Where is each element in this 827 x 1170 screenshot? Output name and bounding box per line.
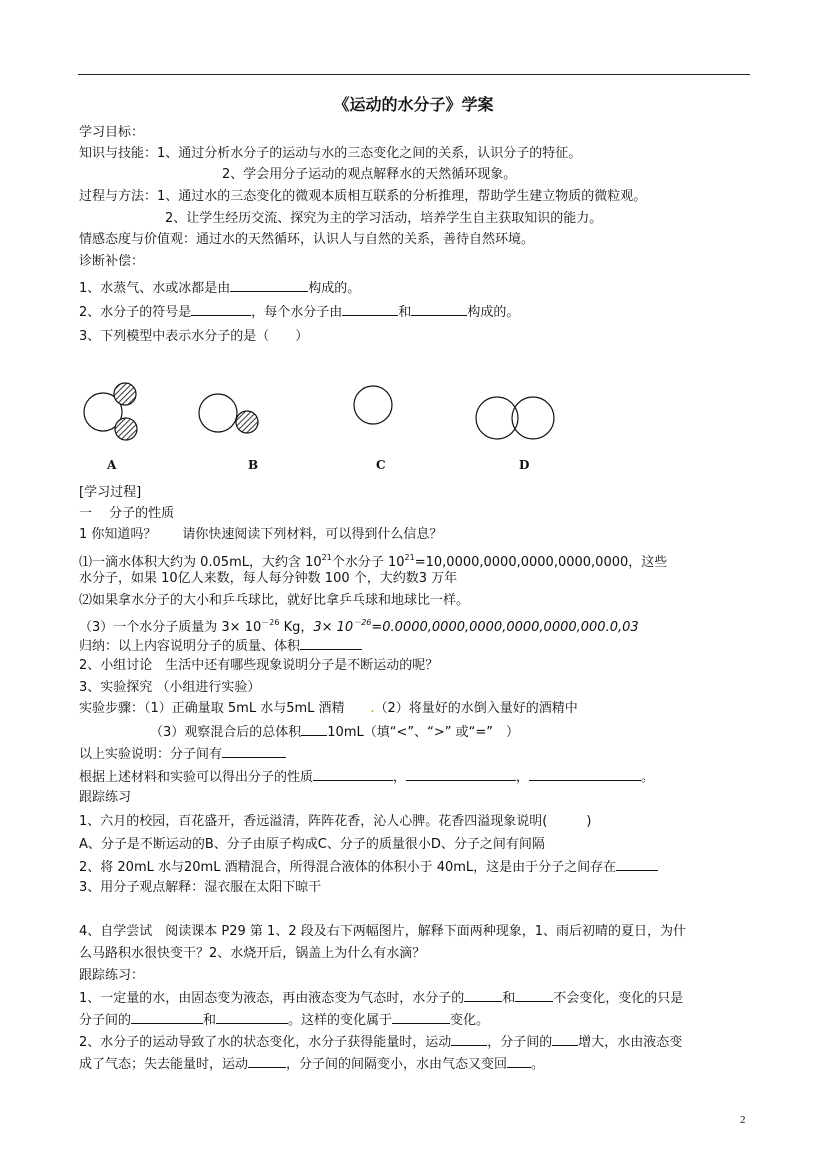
practice-1: 1、六月的校园，百花盛开，香远溢清，阵阵花香，沁人心脾。花香四溢现象说明( ) [79,814,592,829]
tracking-1-cont: 分子间的 和 。这样的变化属于 变化。 [79,1013,490,1028]
blank[interactable] [451,1033,487,1046]
material-2: ⑵如果拿水分子的大小和乒乓球比，就好比拿乒乓球和地球比一样。 [79,593,470,608]
molecule-properties: 根据上述材料和实验可以得出分子的性质 ， ， 。 [79,770,655,785]
question-1: 1、水蒸气、水或冰都是由 构成的。 [79,281,361,296]
model-d[interactable] [476,397,554,439]
blank[interactable] [406,768,516,781]
material-1-cont: 水分子，如果 10亿人来数，每人每分钟数 100 个，大约数3 万年 [79,571,458,586]
model-c[interactable] [354,386,392,424]
material-1: ⑴一滴水体积大约为 0.05mL，大约含 $10^{21}$个水分子 $10^{21}=10,0000,0000,0000,0000,0000$，这些 [79,553,668,570]
self-study-1: 4、自学尝试 阅读课本 P29 第 1、2 段及右下两幅图片，解释下面两种现象，1、雨后初晴的夏日，为什 [79,924,686,939]
process-heading: [学习过程] [79,485,142,500]
self-study-2: 么马路积水很快变干？2、水烧开后，锅盖上为什么有水滴？ [79,946,426,961]
page-title: 《运动的水分子》学案 [333,95,494,114]
blank[interactable] [222,745,286,758]
question-2: 2、水分子的符号是 ，每个水分子由 和 构成的。 [79,305,520,320]
model-label-a: A [107,458,117,472]
material-3: （3）一个水分子质量为 $3\times 10^{-26}$ Kg，$3\times 10^{-26}=0.0000,0000,0000,0000,0000,000.0,03$ [79,618,639,635]
blank[interactable] [515,989,553,1002]
blank[interactable] [552,1033,578,1046]
practice-1-options: A、分子是不断运动的B、分子由原子构成C、分子的质量很小D、分子之间有间隔 [79,837,545,852]
question-3: 3、下列模型中表示水分子的是（ ） [79,329,309,344]
conclusion-1: 归纳：以上内容说明分子的质量、体积 [79,637,362,655]
blank[interactable] [248,1055,286,1068]
blank[interactable] [507,1055,531,1068]
practice-3: 3、用分子观点解释：湿衣服在太阳下晾干 [79,880,322,895]
page-number: 2 [740,1114,746,1126]
knowledge-goal-2: 2、学会用分子运动的观点解释水的天然循环现象。 [222,167,517,182]
process-goal-2: 2、让学生经历交流、探究为主的学习活动，培养学生自主获取知识的能力。 [165,211,603,226]
objectives-heading: 学习目标： [79,125,145,140]
know-prompt: 1 你知道吗？ 请你快速阅读下列材料，可以得到什么信息？ [79,527,443,542]
blank[interactable] [300,637,362,650]
diagnosis-heading: 诊断补偿： [79,254,145,269]
experiment-conclusion: 以上实验说明：分子间有 [79,745,286,763]
blank[interactable] [131,1011,203,1024]
process-goal-1: 过程与方法：1、通过水的三态变化的微观本质相互联系的分析推理，帮助学生建立物质的微粒观。 [79,189,647,204]
practice-2-heading: 跟踪练习： [79,968,145,983]
blank[interactable] [529,768,641,781]
emotion-goal: 情感态度与价值观：通过水的天然循环，认识人与自然的关系，善待自然环境。 [79,232,535,247]
blank[interactable] [392,1011,450,1024]
group-discussion: 2、小组讨论 生活中还有哪些现象说明分子是不断运动的呢？ [79,658,439,673]
model-a[interactable] [84,383,137,440]
experiment-step-1: 实验步骤：（1）正确量取 5mL 水与5mL 酒精 .（2）将量好的水倒入量好的酒精中 [79,701,578,716]
model-label-d: D [519,458,530,472]
knowledge-goal-1: 知识与技能：1、通过分析水分子的运动与水的三态变化之间的关系，认识分子的特征。 [79,146,582,161]
blank[interactable] [301,723,327,736]
model-label-c: C [376,458,386,472]
tracking-1: 1、一定量的水，由固态变为液态，再由液态变为气态时，水分子的 和 不会变化，变化的只是 [79,991,684,1006]
blank[interactable] [464,989,502,1002]
tracking-2-cont: 成了气态；失去能量时，运动 ，分子间的间隔变小，水由气态又变回 。 [79,1057,545,1072]
model-b[interactable] [199,394,258,433]
experiment-step-3: （3）观察混合后的总体积 10mL（填“<”、“>” 或“=” ） [150,725,519,740]
blank[interactable] [313,768,393,781]
practice-heading: 跟踪练习 [79,790,132,805]
experiment-heading: 3、实验探究 （小组进行实验） [79,680,261,695]
model-label-b: B [248,458,259,472]
blank[interactable] [616,858,658,871]
molecule-models [0,0,827,480]
section-1-heading: 一 分子的性质 [79,506,175,521]
blank[interactable] [216,1011,288,1024]
tracking-2: 2、水分子的运动导致了水的状态变化，水分子获得能量时，运动 ，分子间的 增大，水由液态变 [79,1035,683,1050]
practice-2: 2、将 20mL 水与20mL 酒精混合，所得混合液体的体积小于 40mL，这是由于分子之间存在 [79,858,658,876]
